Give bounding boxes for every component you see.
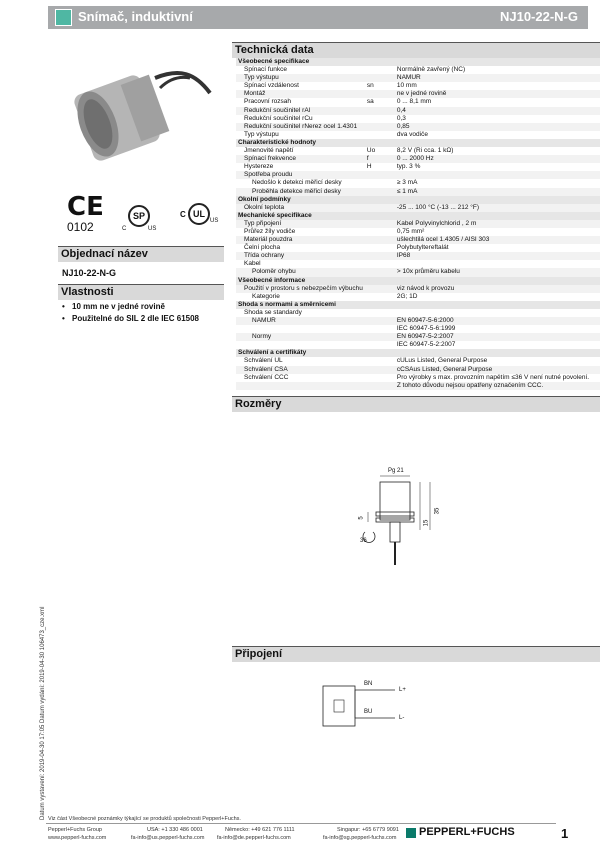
spec-symbol <box>365 228 395 236</box>
spec-label: Typ připojení <box>236 220 365 228</box>
dim-15: 15 <box>423 519 430 527</box>
csa-us: US <box>148 226 157 232</box>
connection-title: Připojení <box>232 646 600 662</box>
wire-bn: BN <box>364 681 373 687</box>
csa-c: C <box>122 226 127 232</box>
spec-row <box>236 382 600 390</box>
spec-symbol <box>365 357 395 365</box>
spec-value: cULus Listed, General Purpose <box>395 357 600 365</box>
spec-label <box>236 341 365 349</box>
spec-label: NAMUR <box>236 317 365 325</box>
spec-label <box>236 325 365 333</box>
spec-label: Shoda se standardy <box>236 309 365 317</box>
ce-number: 0102 <box>67 220 94 234</box>
spec-row <box>236 204 600 212</box>
spec-row <box>236 244 600 252</box>
spec-symbol <box>365 171 395 179</box>
csa-logo: SP <box>128 205 150 227</box>
spec-value <box>395 171 600 179</box>
ul-us: US <box>210 218 219 224</box>
spec-value: 2G; 1D <box>395 293 600 301</box>
spec-value: 10 mm <box>395 82 600 90</box>
property-item: • Použitelné do SIL 2 dle IEC 61508 <box>62 314 199 323</box>
product-code: NJ10-22-N-G <box>499 9 578 24</box>
spec-label: Schválení CSA <box>236 366 365 374</box>
spec-symbol <box>365 131 395 139</box>
spec-row <box>236 179 600 187</box>
spec-value: -25 ... 100 °C (-13 ... 212 °F) <box>395 204 600 212</box>
spec-row <box>236 82 600 90</box>
spec-section-row <box>236 301 600 309</box>
spec-row <box>236 171 600 179</box>
spec-label: Schválení CCC <box>236 374 365 382</box>
spec-label: Redukční součinitel rCu <box>236 115 365 123</box>
spec-symbol: sa <box>365 98 395 106</box>
spec-value: 8,2 V (Ri cca. 1 kΩ) <box>395 147 600 155</box>
spec-row <box>236 357 600 365</box>
spec-value: > 10x průměru kabelu <box>395 268 600 276</box>
sensor-photo <box>60 48 220 168</box>
spec-row <box>236 147 600 155</box>
spec-row <box>236 366 600 374</box>
spec-symbol <box>365 123 395 131</box>
spec-label: Hystereze <box>236 163 365 171</box>
spec-label: Typ výstupu <box>236 131 365 139</box>
ce-mark: CE <box>67 192 104 222</box>
page-title: Snímač, induktivní <box>78 9 193 24</box>
properties-list <box>62 302 199 326</box>
spec-label: Spínací vzdálenost <box>236 82 365 90</box>
spec-label: Třída ochrany <box>236 252 365 260</box>
spec-symbol <box>365 244 395 252</box>
spec-label <box>236 382 365 390</box>
spec-value: typ. 3 % <box>395 163 600 171</box>
spec-symbol <box>365 188 395 196</box>
spec-label: Poloměr ohybu <box>236 268 365 276</box>
spec-value: ≤ 1 mA <box>395 188 600 196</box>
spec-row <box>236 163 600 171</box>
spec-symbol <box>365 317 395 325</box>
footer-web: www.pepperl-fuchs.com <box>48 835 107 841</box>
spec-value: Polybutyltereftalát <box>395 244 600 252</box>
wire-bu: BU <box>364 709 373 715</box>
spec-row <box>236 325 600 333</box>
spec-label: Okolní teplota <box>236 204 365 212</box>
spec-row <box>236 228 600 236</box>
tech-data-title: Technická data <box>232 42 600 58</box>
spec-label: Okolní podmínky <box>236 196 600 204</box>
spec-value: ušlechtilá ocel 1.4305 / AISI 303 <box>395 236 600 244</box>
spec-label: Pracovní rozsah <box>236 98 365 106</box>
spec-row <box>236 115 600 123</box>
spec-row <box>236 309 600 317</box>
footer-de-mail: fa-info@de.pepperl-fuchs.com <box>217 835 291 841</box>
spec-label: Charakteristické hodnoty <box>236 139 600 147</box>
spec-value: 0 ... 8,1 mm <box>395 98 600 106</box>
dim-5: 5 <box>358 516 365 520</box>
dimensions-title: Rozměry <box>232 396 600 412</box>
spec-value: Kabel Polyvinylchlorid , 2 m <box>395 220 600 228</box>
spec-symbol <box>365 220 395 228</box>
spec-label: Jmenovité napětí <box>236 147 365 155</box>
spec-value <box>395 309 600 317</box>
spec-value: 0,75 mm² <box>395 228 600 236</box>
spec-row <box>236 155 600 163</box>
spec-label: Proběhla detekce měřicí desky <box>236 188 365 196</box>
spec-value: 0,4 <box>395 107 600 115</box>
spec-label: Použití v prostoru s nebezpečím výbuchu <box>236 285 365 293</box>
ul-c: C <box>180 210 186 219</box>
spec-label: Redukční součinitel rAl <box>236 107 365 115</box>
spec-row <box>236 236 600 244</box>
spec-row <box>236 188 600 196</box>
properties-section-title: Vlastnosti <box>58 284 224 300</box>
spec-label: Nedošlo k detekci měřicí desky <box>236 179 365 187</box>
spec-table <box>236 58 600 390</box>
header-bar <box>48 6 588 29</box>
spec-label: Spotřeba proudu <box>236 171 365 179</box>
spec-label: Kabel <box>236 260 365 268</box>
spec-section-row <box>236 277 600 285</box>
spec-value: IEC 60947-5-6:1999 <box>395 325 600 333</box>
spec-symbol <box>365 107 395 115</box>
spec-symbol: H <box>365 163 395 171</box>
spec-value: Z tohoto důvodu nejsou opatřeny označením CCC. <box>395 382 600 390</box>
document-date-vertical: Datum vystavení: 2019-04-30 17:05 Datum vydání: 2019-04-30 106473_cze.xml <box>40 606 46 820</box>
footer-usa: USA: +1 330 486 0001 <box>147 827 203 833</box>
property-item: • 10 mm ne v jedné rovině <box>62 302 199 311</box>
terminal-minus: L- <box>399 715 405 721</box>
spec-value: Normálně zavřený (NC) <box>395 66 600 74</box>
spec-value: EN 60947-5-6:2000 <box>395 317 600 325</box>
footer-sg-mail: fa-info@sg.pepperl-fuchs.com <box>323 835 397 841</box>
spec-symbol <box>365 285 395 293</box>
spec-value: Pro výrobky s max. provozním napětím ≤36 V není nutné povolení. <box>395 374 600 382</box>
spec-label: Materiál pouzdra <box>236 236 365 244</box>
ul-logo: UL <box>188 203 210 225</box>
dim-35: 35 <box>434 507 441 515</box>
terminal-plus: L+ <box>399 687 406 693</box>
spec-row <box>236 74 600 82</box>
footer-usa-mail: fa-info@us.pepperl-fuchs.com <box>131 835 205 841</box>
brand-logo: PEPPERL+FUCHS <box>419 826 515 838</box>
spec-symbol <box>365 204 395 212</box>
spec-symbol <box>365 268 395 276</box>
spec-value: IP68 <box>395 252 600 260</box>
brand-logo-icon <box>406 828 416 838</box>
spec-section-row <box>236 196 600 204</box>
dim-36: 36 <box>360 538 367 544</box>
spec-row <box>236 341 600 349</box>
spec-value: ne v jedné rovině <box>395 90 600 98</box>
spec-label: Montáž <box>236 90 365 98</box>
spec-value: EN 60947-5-2:2007 <box>395 333 600 341</box>
spec-row <box>236 252 600 260</box>
spec-label: Typ výstupu <box>236 74 365 82</box>
dim-pg: Pg 21 <box>388 468 404 474</box>
spec-section-row <box>236 139 600 147</box>
spec-label: Průřez žíly vodiče <box>236 228 365 236</box>
spec-row <box>236 66 600 74</box>
spec-value: viz návod k provozu <box>395 285 600 293</box>
spec-row <box>236 293 600 301</box>
spec-section-row <box>236 349 600 357</box>
spec-value: dva vodiče <box>395 131 600 139</box>
footer-note: Viz část Všeobecné poznámky týkající se produktů společnosti Pepperl+Fuchs. <box>48 816 241 822</box>
spec-symbol <box>365 74 395 82</box>
brand-square-icon <box>55 9 72 26</box>
spec-label: Spínací funkce <box>236 66 365 74</box>
spec-row <box>236 268 600 276</box>
spec-label: Spínací frekvence <box>236 155 365 163</box>
spec-row <box>236 123 600 131</box>
spec-symbol: f <box>365 155 395 163</box>
spec-label: Všeobecné specifikace <box>236 58 600 66</box>
spec-row <box>236 220 600 228</box>
spec-symbol <box>365 293 395 301</box>
spec-symbol <box>365 115 395 123</box>
spec-row <box>236 131 600 139</box>
spec-symbol <box>365 179 395 187</box>
spec-symbol <box>365 90 395 98</box>
dimension-drawing <box>350 470 450 575</box>
spec-label: Všeobecné informace <box>236 277 600 285</box>
footer-sg: Singapur: +65 6779 9091 <box>337 827 399 833</box>
spec-row <box>236 285 600 293</box>
spec-section-row <box>236 58 600 66</box>
spec-value: NAMUR <box>395 74 600 82</box>
spec-symbol <box>365 374 395 382</box>
spec-row <box>236 333 600 341</box>
spec-label: Redukční součinitel rNerez ocel 1.4301 <box>236 123 365 131</box>
spec-row <box>236 90 600 98</box>
spec-symbol <box>365 341 395 349</box>
spec-label: Normy <box>236 333 365 341</box>
spec-value: ≥ 3 mA <box>395 179 600 187</box>
spec-value: cCSAus Listed, General Purpose <box>395 366 600 374</box>
spec-symbol <box>365 252 395 260</box>
spec-label: Kategorie <box>236 293 365 301</box>
spec-value: 0,85 <box>395 123 600 131</box>
spec-section-row <box>236 212 600 220</box>
spec-value: 0 ... 2000 Hz <box>395 155 600 163</box>
spec-label: Shoda s normami a směrnicemi <box>236 301 600 309</box>
spec-symbol <box>365 325 395 333</box>
spec-symbol <box>365 309 395 317</box>
spec-symbol: sn <box>365 82 395 90</box>
spec-symbol <box>365 333 395 341</box>
spec-symbol <box>365 260 395 268</box>
spec-symbol: Uo <box>365 147 395 155</box>
page-number: 1 <box>561 826 569 841</box>
order-section-title: Objednací název <box>58 246 224 262</box>
spec-row <box>236 374 600 382</box>
spec-label: Mechanické specifikace <box>236 212 600 220</box>
spec-symbol <box>365 366 395 374</box>
spec-symbol <box>365 66 395 74</box>
spec-value: 0,3 <box>395 115 600 123</box>
spec-row <box>236 317 600 325</box>
spec-label: Schválení UL <box>236 357 365 365</box>
spec-symbol <box>365 382 395 390</box>
footer-de: Německo: +49 621 776 1111 <box>225 827 295 833</box>
footer-group: Pepperl+Fuchs Group <box>48 827 102 833</box>
spec-value: IEC 60947-5-2:2007 <box>395 341 600 349</box>
spec-label: Čelní plocha <box>236 244 365 252</box>
order-value: NJ10-22-N-G <box>62 268 117 278</box>
spec-label: Schválení a certifikáty <box>236 349 600 357</box>
spec-symbol <box>365 236 395 244</box>
spec-row <box>236 98 600 106</box>
spec-row <box>236 107 600 115</box>
